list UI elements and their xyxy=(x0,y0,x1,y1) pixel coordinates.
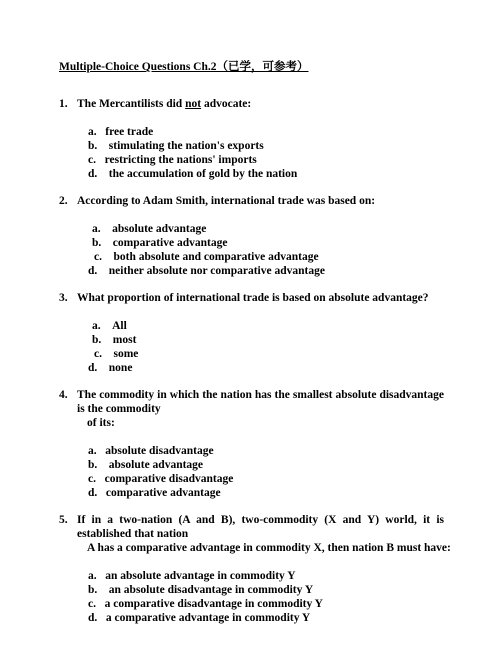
question-2-option-a: a. absolute advantage xyxy=(92,223,207,235)
question-2-number: 2. xyxy=(59,195,68,207)
question-3-option-c: c. some xyxy=(94,348,139,360)
question-1-option-b: b. stimulating the nation's exports xyxy=(88,140,264,152)
question-1-option-c: c. restricting the nations' imports xyxy=(88,154,257,166)
question-3-option-a: a. All xyxy=(92,320,127,332)
question-5-text-continued: A has a comparative advantage in commodity X, then nation B must have: xyxy=(87,542,451,554)
question-5-option-a: a. an absolute advantage in commodity Y xyxy=(88,570,296,582)
question-1-text: The Mercantilists did not advocate: xyxy=(77,98,252,110)
question-2-option-c: c. both absolute and comparative advantage xyxy=(94,251,319,263)
question-5-number: 5. xyxy=(59,514,68,526)
question-5-option-c: c. a comparative disadvantage in commodity Y xyxy=(88,598,323,610)
document-title: Multiple-Choice Questions Ch.2（已学，可参考） xyxy=(59,61,309,73)
question-4-number: 4. xyxy=(59,389,68,401)
question-1-underlined-word: not xyxy=(185,98,202,110)
question-1-option-a: a. free trade xyxy=(88,126,154,138)
question-5-text: If in a two-nation (A and B), two-commodity (X and Y) world, it is established that nation xyxy=(77,514,444,540)
question-3-option-b: b. most xyxy=(92,334,137,346)
question-2-option-d: d. neither absolute nor comparative advantage xyxy=(88,265,325,277)
question-2-option-b: b. comparative advantage xyxy=(92,237,228,249)
question-4-option-d: d. comparative advantage xyxy=(88,487,221,499)
question-3-number: 3. xyxy=(59,292,68,304)
question-1-number: 1. xyxy=(59,98,68,110)
question-4-text-continued: of its: xyxy=(87,417,115,429)
question-4-option-c: c. comparative disadvantage xyxy=(88,473,234,485)
question-2-text: According to Adam Smith, international trade was based on: xyxy=(77,195,376,207)
question-5-option-d: d. a comparative advantage in commodity Y xyxy=(88,612,311,624)
question-4-text: The commodity in which the nation has the smallest absolute disadvantage is the commodity xyxy=(77,389,444,415)
question-4-option-a: a. absolute disadvantage xyxy=(88,445,214,457)
question-3-text: What proportion of international trade is based on absolute advantage? xyxy=(77,292,429,304)
question-4-option-b: b. absolute advantage xyxy=(88,459,204,471)
question-3-option-d: d. none xyxy=(88,362,133,374)
question-5-option-b: b. an absolute disadvantage in commodity Y xyxy=(88,584,314,596)
question-1-option-d: d. the accumulation of gold by the nation xyxy=(88,168,298,180)
